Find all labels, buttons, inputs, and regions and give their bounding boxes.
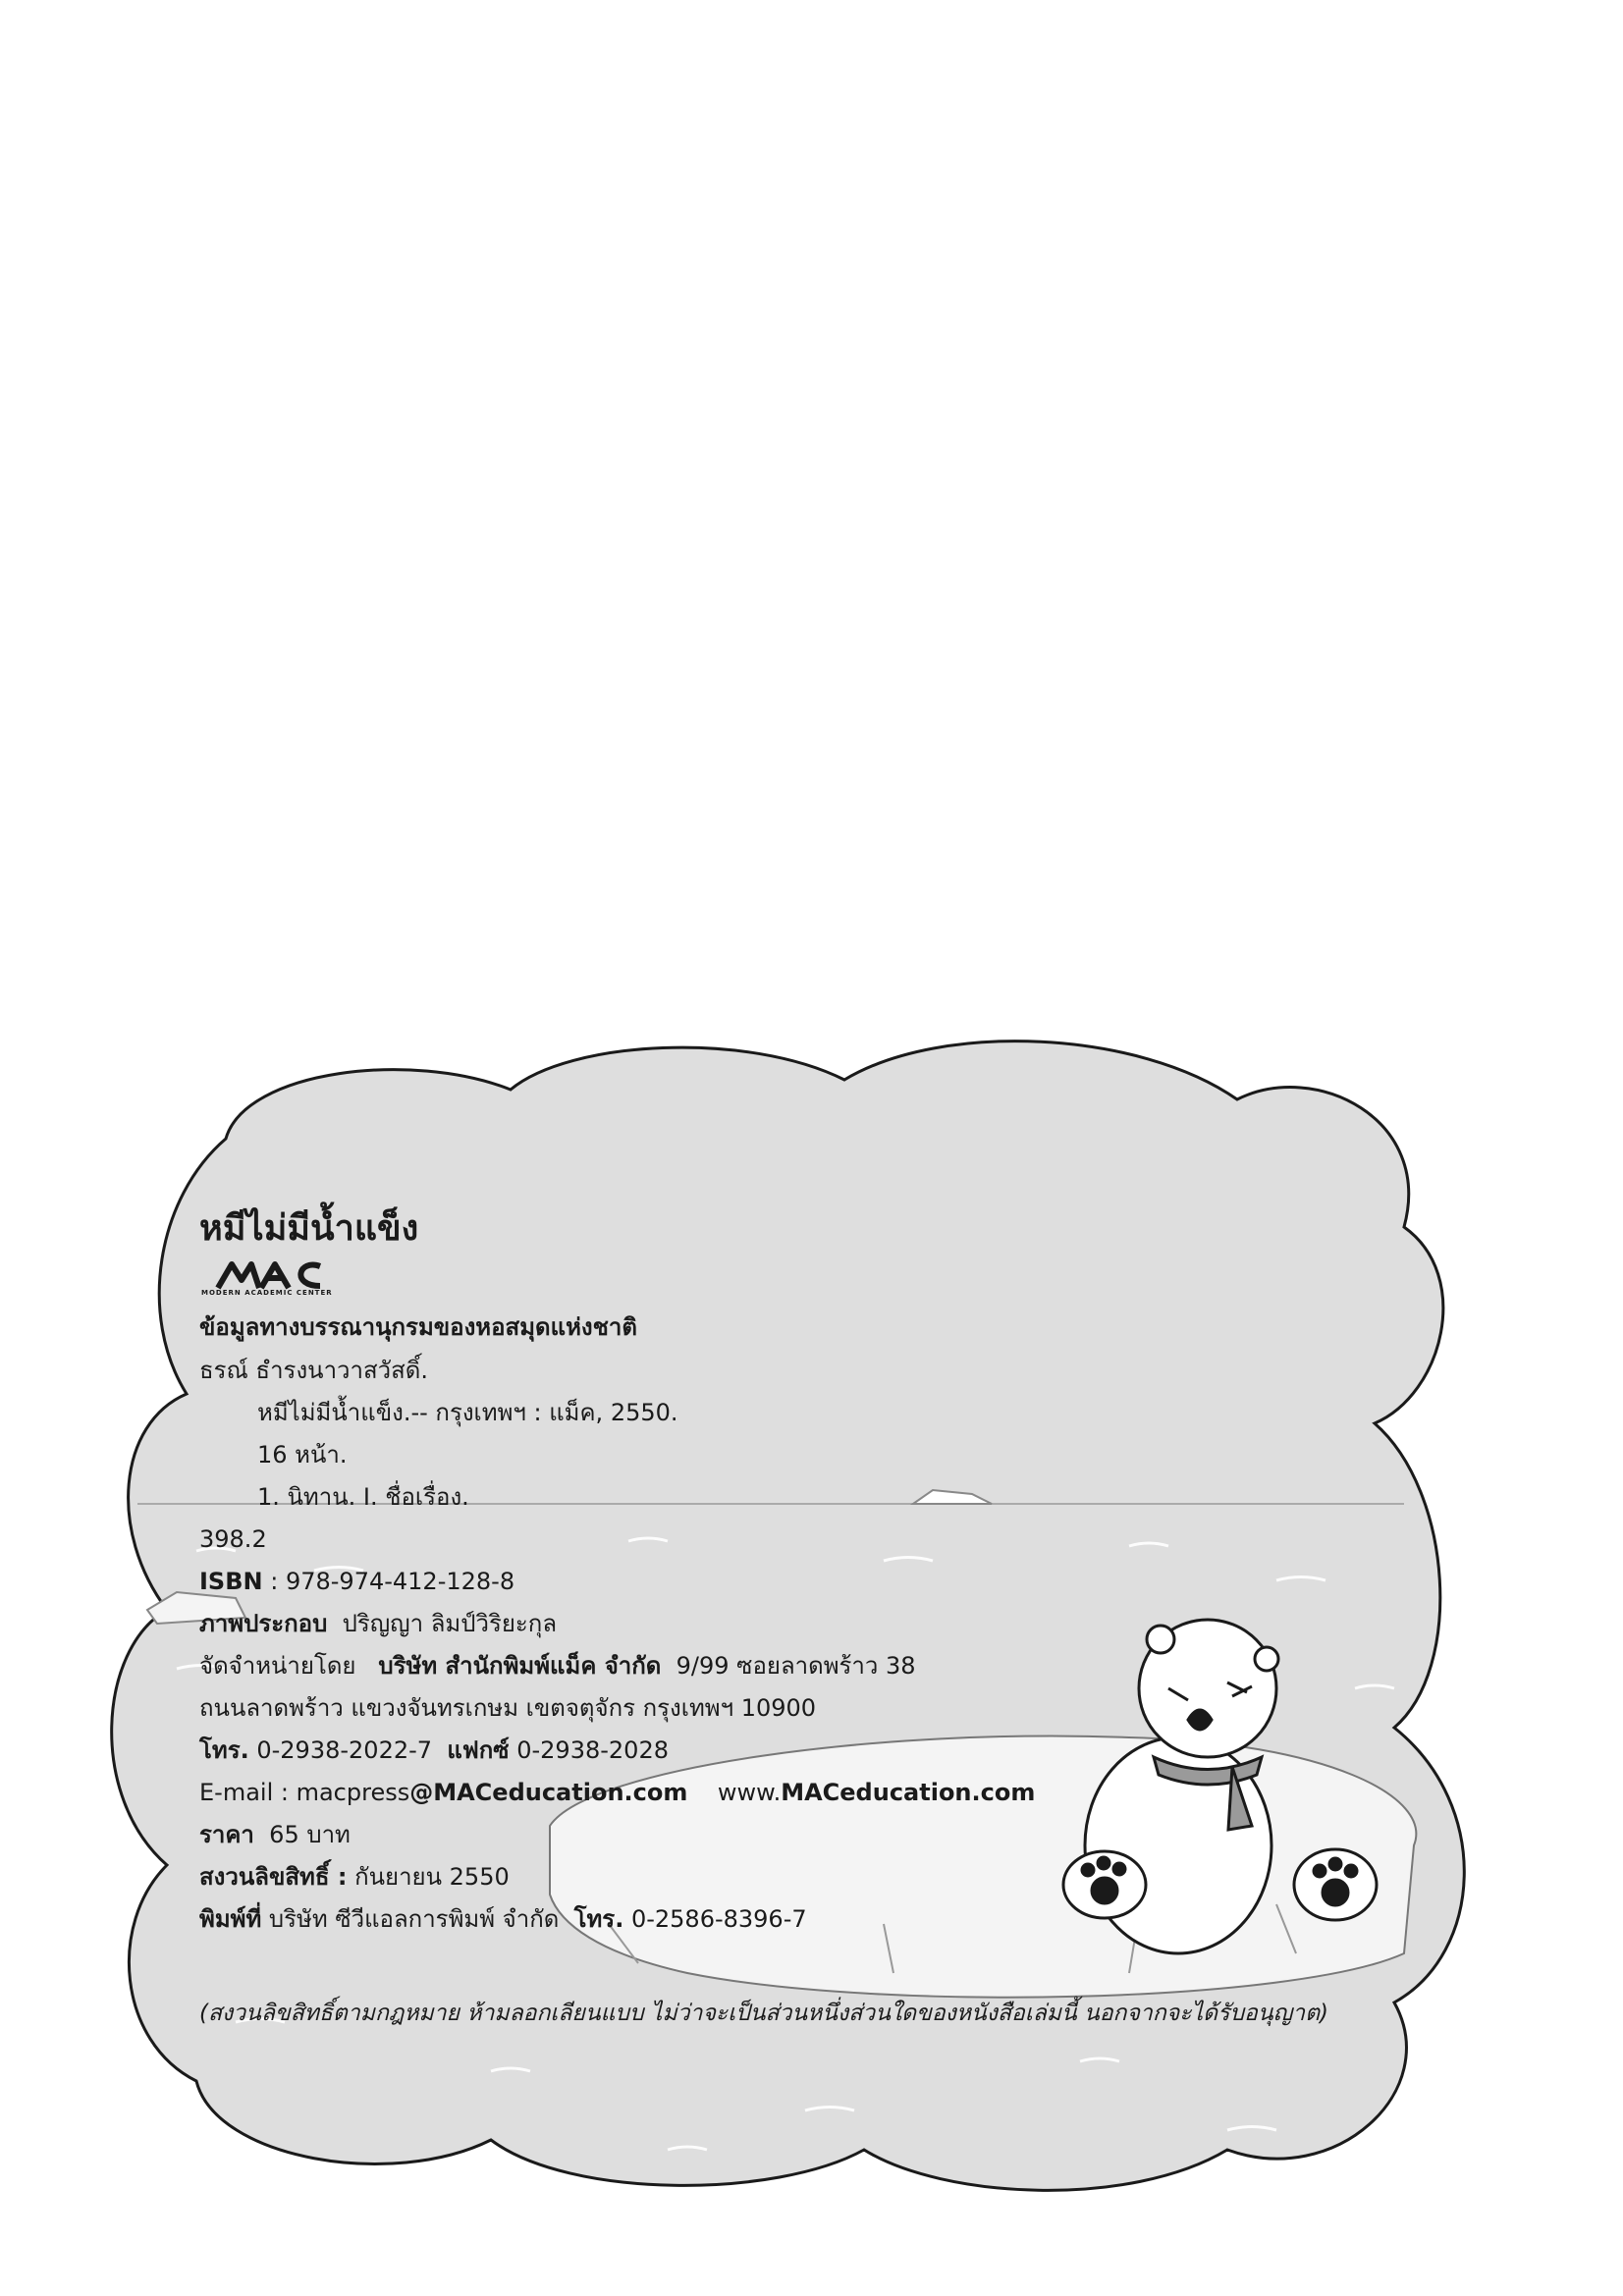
- copyright-notice: (สงวนลิขสิทธิ์ตามกฎหมาย ห้ามลอกเลียนแบบ ไม่ว่าจะเป็นส่วนหนึ่งส่วนใดของหนังสือเล่มนี้ นอกจากจะได้รับอนุญาต): [199, 2001, 1329, 2026]
- isbn-line: [199, 1568, 514, 1596]
- contact-phone-line: [199, 1736, 669, 1765]
- phone-value: 0-2938-2022-7: [256, 1736, 433, 1764]
- distributor-label: จัดจำหน่ายโดย: [199, 1652, 356, 1680]
- contact-web-line: [199, 1779, 1035, 1807]
- catalog-author: ธรณ์ ธำรงนาวาสวัสดิ์.: [199, 1357, 428, 1384]
- printer-phone-label: โทร.: [573, 1905, 624, 1933]
- email-prefix: E-mail : macpress: [199, 1779, 410, 1806]
- illustrator-label: ภาพประกอบ: [199, 1610, 328, 1637]
- catalog-pages: 16 หน้า.: [257, 1441, 348, 1468]
- price-value: 65 บาท: [269, 1821, 351, 1848]
- printer-value: บริษัท ซีวีแอลการพิมพ์ จำกัด: [268, 1905, 560, 1933]
- printer-label: พิมพ์ที่: [199, 1905, 262, 1933]
- illustrator-value: ปริญญา ลิมป์วิริยะกุล: [342, 1610, 558, 1637]
- fax-label: แฟกซ์: [447, 1736, 510, 1764]
- distributor-address2: ถนนลาดพร้าว แขวงจันทรเกษม เขตจตุจักร กรุงเทพฯ 10900: [199, 1694, 817, 1722]
- copyright-label: สงวนลิขสิทธิ์ :: [199, 1863, 348, 1891]
- copyright-line: [199, 1863, 510, 1892]
- printer-phone: 0-2586-8396-7: [630, 1905, 807, 1933]
- fax-value: 0-2938-2028: [516, 1736, 669, 1764]
- catalog-classification: 398.2: [199, 1525, 267, 1553]
- email-domain[interactable]: @MACeducation.com: [409, 1779, 688, 1806]
- copyright-value: กันยายน 2550: [354, 1863, 510, 1891]
- distributor-address1: 9/99 ซอยลาดพร้าว 38: [676, 1652, 916, 1680]
- book-title: หมีไม่มีน้ำแข็ง: [199, 1208, 419, 1249]
- isbn-value: : 978-974-412-128-8: [270, 1568, 515, 1595]
- web-domain[interactable]: MACeducation.com: [781, 1779, 1036, 1806]
- distributor-line: [199, 1652, 916, 1681]
- catalog-entry-title: หมีไม่มีน้ำแข็ง.-- กรุงเทพฯ : แม็ค, 2550.: [257, 1399, 678, 1426]
- catalog-heading: ข้อมูลทางบรรณานุกรมของหอสมุดแห่งชาติ: [199, 1313, 637, 1341]
- illustrator-line: [199, 1610, 557, 1638]
- printer-line: [199, 1905, 807, 1934]
- catalog-subjects: 1. นิทาน. I. ชื่อเรื่อง.: [257, 1483, 469, 1511]
- isbn-label: ISBN: [199, 1568, 263, 1595]
- phone-label: โทร.: [199, 1736, 249, 1764]
- distributor-company: บริษัท สำนักพิมพ์แม็ค จำกัด: [378, 1652, 662, 1680]
- price-line: [199, 1821, 351, 1849]
- web-prefix: www.: [717, 1779, 782, 1806]
- price-label: ราคา: [199, 1821, 254, 1848]
- logo-tagline: MODERN ACADEMIC CENTER: [201, 1289, 333, 1297]
- ice-floe: [550, 1735, 1416, 1997]
